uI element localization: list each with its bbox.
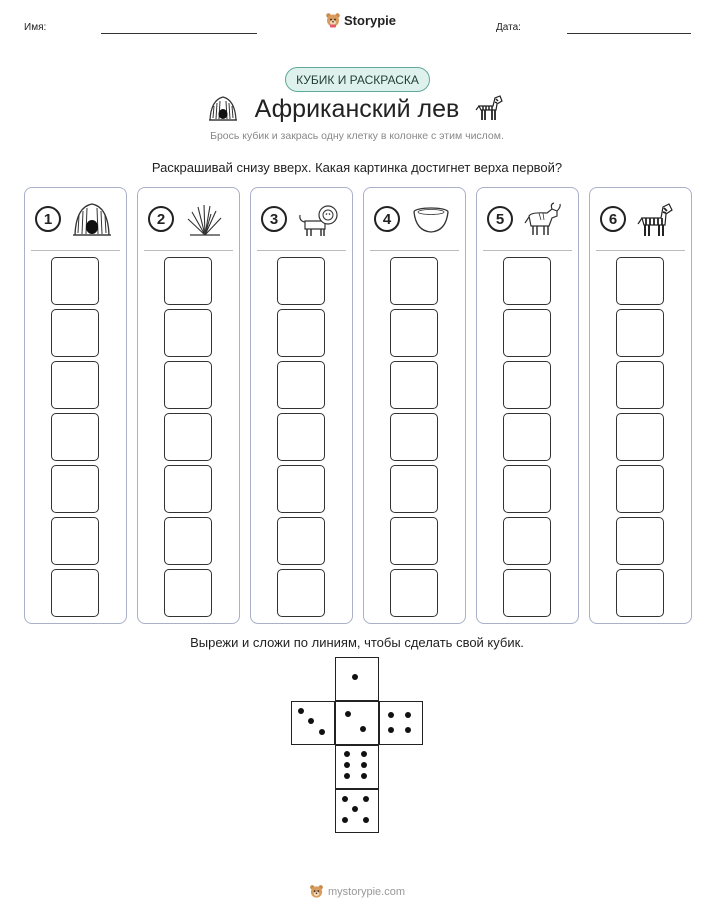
header [0, 0, 714, 50]
wildebeest-icon [521, 199, 567, 239]
color-cell[interactable] [164, 309, 212, 357]
die-pip [405, 712, 411, 718]
footer [0, 884, 714, 899]
column-divider [483, 250, 572, 251]
die-pip [342, 817, 348, 823]
column-divider [31, 250, 120, 251]
column-number: 2 [148, 206, 174, 232]
color-cell[interactable] [51, 413, 99, 461]
zebra-icon [634, 199, 680, 239]
die-pip [352, 806, 358, 812]
die-pip [361, 773, 367, 779]
color-cell[interactable] [277, 257, 325, 305]
color-cell[interactable] [277, 517, 325, 565]
color-cell[interactable] [51, 309, 99, 357]
color-cell[interactable] [503, 257, 551, 305]
zebra-icon [473, 92, 505, 122]
color-cell[interactable] [503, 517, 551, 565]
die-face [335, 789, 379, 833]
date-label: Дата: [496, 22, 521, 33]
color-cell[interactable] [503, 361, 551, 409]
die-face [379, 701, 423, 745]
color-cell[interactable] [277, 465, 325, 513]
grass-icon [182, 199, 228, 239]
color-cell[interactable] [616, 309, 664, 357]
color-cell[interactable] [164, 257, 212, 305]
cave-icon [69, 199, 115, 239]
die-pip [298, 708, 304, 714]
color-cell[interactable] [277, 569, 325, 617]
brand [325, 12, 396, 28]
color-cell[interactable] [277, 361, 325, 409]
die-pip [405, 727, 411, 733]
color-cell[interactable] [164, 569, 212, 617]
name-field-line[interactable] [101, 33, 257, 34]
die-face [291, 701, 335, 745]
color-cell[interactable] [616, 361, 664, 409]
die-pip [361, 762, 367, 768]
column-divider [144, 250, 233, 251]
color-cell[interactable] [503, 309, 551, 357]
color-cell[interactable] [616, 465, 664, 513]
die-pip [388, 727, 394, 733]
color-cell[interactable] [164, 517, 212, 565]
die-pip [308, 718, 314, 724]
die-pip [360, 726, 366, 732]
lion-icon [295, 199, 341, 239]
color-cell[interactable] [616, 517, 664, 565]
color-cell[interactable] [503, 413, 551, 461]
die-pip [344, 751, 350, 757]
die-pip [345, 711, 351, 717]
color-cell[interactable] [616, 257, 664, 305]
die-pip [342, 796, 348, 802]
column-number: 4 [374, 206, 400, 232]
column-number: 3 [261, 206, 287, 232]
column-header [590, 188, 691, 250]
column-divider [257, 250, 346, 251]
color-cell[interactable] [390, 361, 438, 409]
bowl-icon [408, 199, 454, 239]
color-cell[interactable] [277, 413, 325, 461]
bear-mascot-icon [325, 12, 341, 28]
die-pip [361, 751, 367, 757]
color-cell[interactable] [390, 309, 438, 357]
column-header [364, 188, 465, 250]
color-cell[interactable] [390, 465, 438, 513]
die-pip [344, 762, 350, 768]
color-cell[interactable] [164, 413, 212, 461]
name-label: Имя: [24, 22, 47, 33]
die-pip [388, 712, 394, 718]
column-5 [476, 187, 579, 624]
color-cell[interactable] [164, 465, 212, 513]
column-6 [589, 187, 692, 624]
column-header [138, 188, 239, 250]
color-cell[interactable] [51, 257, 99, 305]
column-1 [24, 187, 127, 624]
column-number: 6 [600, 206, 626, 232]
column-divider [370, 250, 459, 251]
color-cell[interactable] [390, 413, 438, 461]
color-cell[interactable] [51, 517, 99, 565]
page-title: Африканский лев [254, 95, 460, 123]
cut-instruction: Вырежи и сложи по линиям, чтобы сделать свой кубик. [190, 635, 524, 650]
color-cell[interactable] [390, 517, 438, 565]
color-cell[interactable] [164, 361, 212, 409]
dice-columns [24, 187, 690, 624]
color-cell[interactable] [277, 309, 325, 357]
color-cell[interactable] [51, 569, 99, 617]
brand-name: Storypie [344, 12, 397, 28]
color-cell[interactable] [616, 413, 664, 461]
column-header [25, 188, 126, 250]
color-cell[interactable] [51, 465, 99, 513]
column-number: 1 [35, 206, 61, 232]
color-cell[interactable] [616, 569, 664, 617]
die-pip [319, 729, 325, 735]
column-header [251, 188, 352, 250]
die-face [335, 657, 379, 701]
die-face [335, 745, 379, 789]
die-pip [344, 773, 350, 779]
column-number: 5 [487, 206, 513, 232]
column-header [477, 188, 578, 250]
title-row [0, 92, 714, 128]
column-divider [596, 250, 685, 251]
die-pip [352, 674, 358, 680]
column-4 [363, 187, 466, 624]
color-cell[interactable] [390, 569, 438, 617]
column-2 [137, 187, 240, 624]
instruction: Раскрашивай снизу вверх. Какая картинка достигнет верха первой? [151, 160, 563, 175]
bear-mascot-icon [309, 884, 324, 899]
footer-link[interactable]: mystorypie.com [327, 885, 406, 898]
date-field-line[interactable] [567, 33, 691, 34]
die-pip [363, 817, 369, 823]
color-cell[interactable] [390, 257, 438, 305]
die-pip [363, 796, 369, 802]
die-face [335, 701, 379, 745]
color-cell[interactable] [51, 361, 99, 409]
column-3 [250, 187, 353, 624]
category-tag: КУБИК И РАСКРАСКА [285, 67, 430, 92]
color-cell[interactable] [503, 465, 551, 513]
subtitle: Брось кубик и закрась одну клетку в колонке с этим числом. [210, 130, 504, 142]
color-cell[interactable] [503, 569, 551, 617]
